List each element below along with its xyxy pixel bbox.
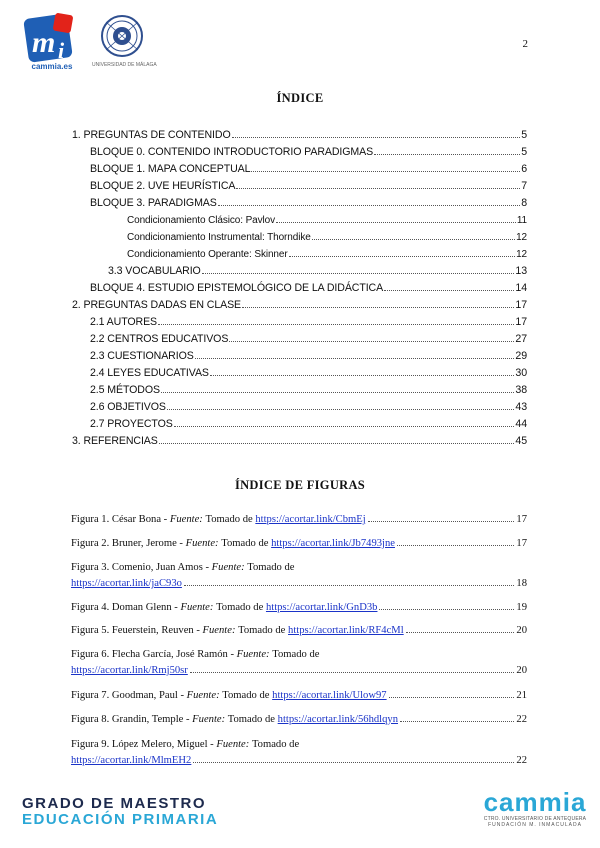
toc-entry[interactable] <box>90 196 527 213</box>
toc-entry-page: 6 <box>521 163 527 175</box>
toc-list <box>0 128 600 451</box>
figure-source-label: Fuente: <box>186 690 220 701</box>
figure-taken-from: Tomado de <box>205 514 253 525</box>
toc-entry-label: 3.3 VOCABULARIO <box>108 265 201 277</box>
figure-source-label: Fuente: <box>236 649 270 660</box>
figure-link[interactable]: https://acortar.link/GnD3b <box>265 602 378 613</box>
figure-entry-page: 22 <box>516 714 527 725</box>
figure-entry <box>71 600 527 616</box>
figure-entry-caption: Figura 4. Doman Glenn - <box>71 602 178 613</box>
toc-entry-page: 29 <box>515 350 527 362</box>
figure-entry-page: 20 <box>516 665 527 676</box>
figure-entry-caption: Figura 2. Bruner, Jerome - <box>71 538 183 549</box>
figure-source-label: Fuente: <box>216 739 250 750</box>
toc-entry-label: BLOQUE 2. UVE HEURÍSTICA <box>90 180 236 192</box>
footer-brand-name: cammia <box>483 787 587 817</box>
toc-entry[interactable] <box>108 264 527 281</box>
cammia-logo <box>22 12 82 74</box>
toc-entry-label: 2.4 LEYES EDUCATIVAS <box>90 367 209 379</box>
uma-logo-text: UNIVERSIDAD DE MÁLAGA <box>92 62 157 68</box>
toc-entry-page: 7 <box>521 180 527 192</box>
toc-entry-page: 27 <box>515 333 527 345</box>
toc-entry-page: 5 <box>521 129 527 141</box>
figure-link[interactable]: https://acortar.link/Rmj50sr <box>71 665 188 676</box>
figure-entry-caption: Figura 7. Goodman, Paul - <box>71 690 184 701</box>
figure-entry <box>71 647 527 679</box>
toc-entry[interactable] <box>127 213 527 230</box>
toc-entry-label: 2.5 MÉTODOS <box>90 384 160 396</box>
uma-seal-icon <box>92 12 166 62</box>
figure-entry-caption: Figura 5. Feuerstein, Reuven - <box>71 625 200 636</box>
figure-entry <box>71 712 527 728</box>
toc-entry-label: 2.3 CUESTIONARIOS <box>90 350 194 362</box>
figure-entry-page: 20 <box>516 625 527 636</box>
footer-degree-line1: GRADO DE MAESTRO <box>22 795 207 812</box>
figure-entry-caption: Figura 3. Comenio, Juan Amos - <box>71 562 210 573</box>
figure-taken-from: Tomado de <box>227 714 275 725</box>
toc-entry[interactable] <box>90 366 527 383</box>
page-number: 2 <box>522 38 528 50</box>
toc-entry[interactable] <box>90 179 527 196</box>
toc-entry-label: 2.6 OBJETIVOS <box>90 401 166 413</box>
toc-title: ÍNDICE <box>276 91 324 105</box>
figure-taken-from: Tomado de <box>251 739 300 750</box>
figure-source-label: Fuente: <box>202 625 236 636</box>
toc-entry[interactable] <box>90 332 527 349</box>
toc-entry-page: 45 <box>515 435 527 447</box>
figure-taken-from: Tomado de <box>221 538 269 549</box>
figure-link[interactable]: https://acortar.link/CbmEj <box>255 514 366 525</box>
toc-entry-label: BLOQUE 1. MAPA CONCEPTUAL <box>90 163 251 175</box>
toc-entry[interactable] <box>72 434 527 451</box>
figure-entry-page: 22 <box>516 755 527 766</box>
figure-source-label: Fuente: <box>185 538 219 549</box>
figure-entry-page: 17 <box>516 538 527 549</box>
toc-entry-label: Condicionamiento Clásico: Pavlov <box>127 215 275 226</box>
toc-entry[interactable] <box>90 417 527 434</box>
figure-source-label: Fuente: <box>169 514 203 525</box>
svg-text:i: i <box>58 38 65 63</box>
toc-entry-page: 17 <box>515 316 527 328</box>
footer-brand-sub2: FUNDACIÓN M. INMACULADA <box>488 822 582 828</box>
figure-entry-page: 17 <box>516 514 527 525</box>
figures-title: ÍNDICE DE FIGURAS <box>234 478 366 492</box>
figure-source-label: Fuente: <box>211 562 245 573</box>
figure-entry-caption: Figura 1. César Bona - <box>71 514 168 525</box>
toc-entry-label: BLOQUE 0. CONTENIDO INTRODUCTORIO PARADIGMAS <box>90 146 374 158</box>
toc-entry-page: 12 <box>516 249 527 260</box>
footer-brand-logo <box>475 788 595 828</box>
toc-entry-page: 38 <box>515 384 527 396</box>
toc-entry-page: 8 <box>521 197 527 209</box>
toc-entry-page: 43 <box>515 401 527 413</box>
figure-entry-page: 18 <box>516 578 527 589</box>
footer-degree <box>22 796 218 828</box>
toc-entry-label: 2.7 PROYECTOS <box>90 418 173 430</box>
toc-entry-label: 2.1 AUTORES <box>90 316 158 328</box>
figure-link[interactable]: https://acortar.link/jaC93o <box>71 578 182 589</box>
figure-entry <box>71 536 527 552</box>
toc-entry-page: 12 <box>516 232 527 243</box>
toc-entry-label: 2.2 CENTROS EDUCATIVOS <box>90 333 229 345</box>
figure-taken-from: Tomado de <box>222 690 270 701</box>
toc-entry[interactable] <box>72 298 527 315</box>
cammia-logo-text: cammia.es <box>31 62 73 71</box>
toc-entry-label: 3. REFERENCIAS <box>72 435 158 447</box>
figure-entry <box>71 737 527 769</box>
figure-entry <box>71 560 527 592</box>
figure-taken-from: Tomado de <box>247 562 295 573</box>
toc-entry-page: 14 <box>515 282 527 294</box>
figure-entry <box>71 688 527 704</box>
toc-entry-page: 5 <box>521 146 527 158</box>
toc-entry[interactable] <box>90 383 527 400</box>
figure-taken-from: Tomado de <box>216 602 264 613</box>
figure-entry-caption: Figura 9. López Melero, Miguel - <box>71 739 214 750</box>
toc-entry-page: 13 <box>515 265 527 277</box>
figure-taken-from: Tomado de <box>238 625 286 636</box>
footer-degree-line2: EDUCACIÓN PRIMARIA <box>22 811 219 828</box>
toc-entry[interactable] <box>90 349 527 366</box>
toc-entry-label: 1. PREGUNTAS DE CONTENIDO <box>72 129 231 141</box>
svg-text:m: m <box>32 26 56 59</box>
figure-entry-caption: Figura 8. Grandin, Temple - <box>71 714 190 725</box>
figure-taken-from: Tomado de <box>272 649 320 660</box>
toc-entry-label: BLOQUE 3. PARADIGMAS <box>90 197 217 209</box>
toc-entry[interactable] <box>72 128 527 145</box>
toc-entry[interactable] <box>127 230 527 247</box>
toc-entry-label: 2. PREGUNTAS DADAS EN CLASE <box>72 299 242 311</box>
uma-logo <box>92 12 166 74</box>
toc-entry[interactable] <box>127 247 527 264</box>
figure-link[interactable]: https://acortar.link/MlmEH2 <box>71 755 192 766</box>
toc-entry-label: Condicionamiento Operante: Skinner <box>127 249 288 260</box>
figure-link[interactable]: https://acortar.link/56hdlqyn <box>277 714 398 725</box>
figure-entry-page: 21 <box>516 690 527 701</box>
figure-link[interactable]: https://acortar.link/RF4cMl <box>288 625 404 636</box>
figure-link[interactable]: https://acortar.link/Ulow97 <box>272 690 387 701</box>
toc-entry-label: Condicionamiento Instrumental: Thorndike <box>127 232 311 243</box>
toc-entry[interactable] <box>90 145 527 162</box>
toc-entry-page: 30 <box>515 367 527 379</box>
figure-link[interactable]: https://acortar.link/Jb7493jne <box>271 538 395 549</box>
figure-entry <box>71 623 527 639</box>
toc-entry-label: BLOQUE 4. ESTUDIO EPISTEMOLÓGICO DE LA DIDÁCTICA <box>90 282 384 294</box>
toc-entry-page: 11 <box>516 215 527 226</box>
toc-entry[interactable] <box>90 281 527 298</box>
figure-source-label: Fuente: <box>192 714 226 725</box>
footer-brand-sub1: CTRO. UNIVERSITARIO DE ANTEQUERA <box>483 816 587 822</box>
figure-source-label: Fuente: <box>180 602 214 613</box>
toc-entry[interactable] <box>90 400 527 417</box>
figure-entry-page: 19 <box>516 602 527 613</box>
figure-entry <box>71 512 527 528</box>
figure-entry-caption: Figura 6. Flecha García, José Ramón - <box>71 649 234 660</box>
toc-entry-page: 44 <box>515 418 527 430</box>
toc-entry[interactable] <box>90 315 527 332</box>
toc-entry-page: 17 <box>515 299 527 311</box>
toc-entry[interactable] <box>90 162 527 179</box>
